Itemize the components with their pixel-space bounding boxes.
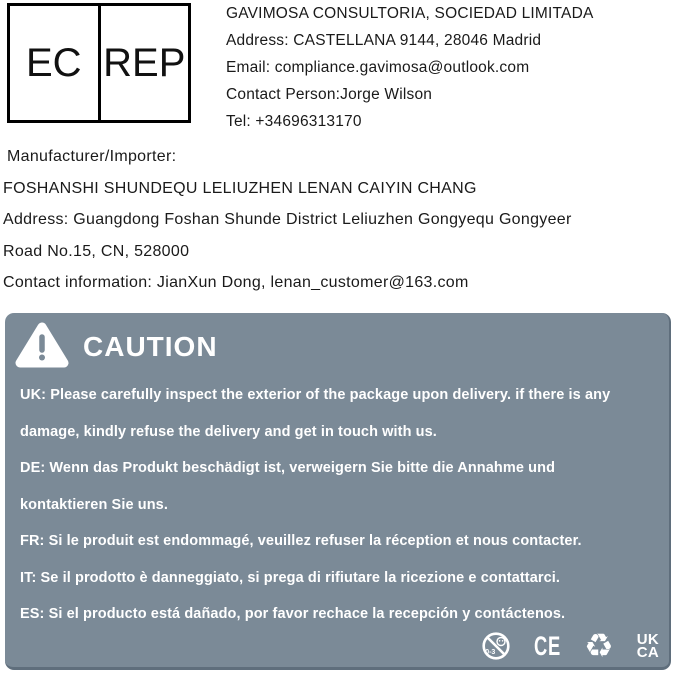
manufacturer-name: FOSHANSHI SHUNDEQU LELIUZHEN LENAN CAIYIN CHANG	[3, 179, 477, 197]
eu-rep-tel: Tel: +34696313170	[226, 113, 362, 130]
ukca-line-2: CA	[636, 644, 659, 661]
warning-triangle-icon	[15, 321, 69, 369]
manufacturer-address-line-2: Road No.15, CN, 528000	[3, 242, 190, 260]
manufacturer-contact: Contact information: JianXun Dong, lenan_customer@163.com	[3, 274, 469, 291]
caution-line-uk-2: damage, kindly refuse the delivery and get in touch with us.	[20, 423, 437, 440]
eu-rep-name: GAVIMOSA CONSULTORIA, SOCIEDAD LIMITADA	[226, 5, 594, 22]
ce-mark-text: CE	[534, 631, 562, 661]
ukca-line-1: UK	[636, 630, 659, 648]
eu-representative-info	[226, 0, 594, 135]
age-warning-text: 0-3	[485, 648, 496, 656]
caution-text	[20, 377, 610, 633]
ce-mark-icon	[534, 631, 562, 661]
eu-rep-email: Email: compliance.gavimosa@outlook.com	[226, 59, 530, 76]
caution-line-uk-1: UK: Please carefully inspect the exterior of the package upon delivery. if there is any	[20, 387, 611, 403]
ec-rep-symbol	[7, 3, 191, 123]
ukca-mark-icon	[636, 630, 659, 661]
manufacturer-address-line-1: Address: Guangdong Foshan Shunde District Leliuzhen Gongyequ Gongyeer	[3, 211, 572, 228]
manufacturer-heading: Manufacturer/Importer:	[7, 148, 177, 165]
caution-panel	[5, 313, 671, 670]
eu-rep-contact-person: Contact Person:Jorge Wilson	[226, 86, 433, 103]
compliance-icons-row	[481, 626, 659, 665]
recycle-icon: ♻	[584, 626, 614, 665]
caution-line-fr: FR: Si le produit est endommagé, veuillez refuser la réception et nous contacter.	[20, 533, 582, 549]
caution-line-de-1: DE: Wenn das Produkt beschädigt ist, verweigern Sie bitte die Annahme und	[20, 460, 556, 476]
manufacturer-info	[3, 141, 572, 299]
caution-line-de-2: kontaktieren Sie uns.	[20, 496, 168, 513]
caution-line-es: ES: Si el producto está dañado, por favor rechace la recepción y contáctenos.	[20, 606, 566, 622]
ec-rep-left-cell: EC	[25, 40, 82, 85]
caution-title: CAUTION	[83, 331, 218, 362]
ec-rep-right-cell: REP	[98, 6, 189, 120]
eu-rep-address: Address: CASTELLANA 9144, 28046 Madrid	[226, 32, 542, 49]
age-warning-0-3-icon	[481, 631, 511, 661]
caution-line-it: IT: Se il prodotto è danneggiato, si prega di rifiutare la ricezione e contattarci.	[20, 569, 561, 586]
